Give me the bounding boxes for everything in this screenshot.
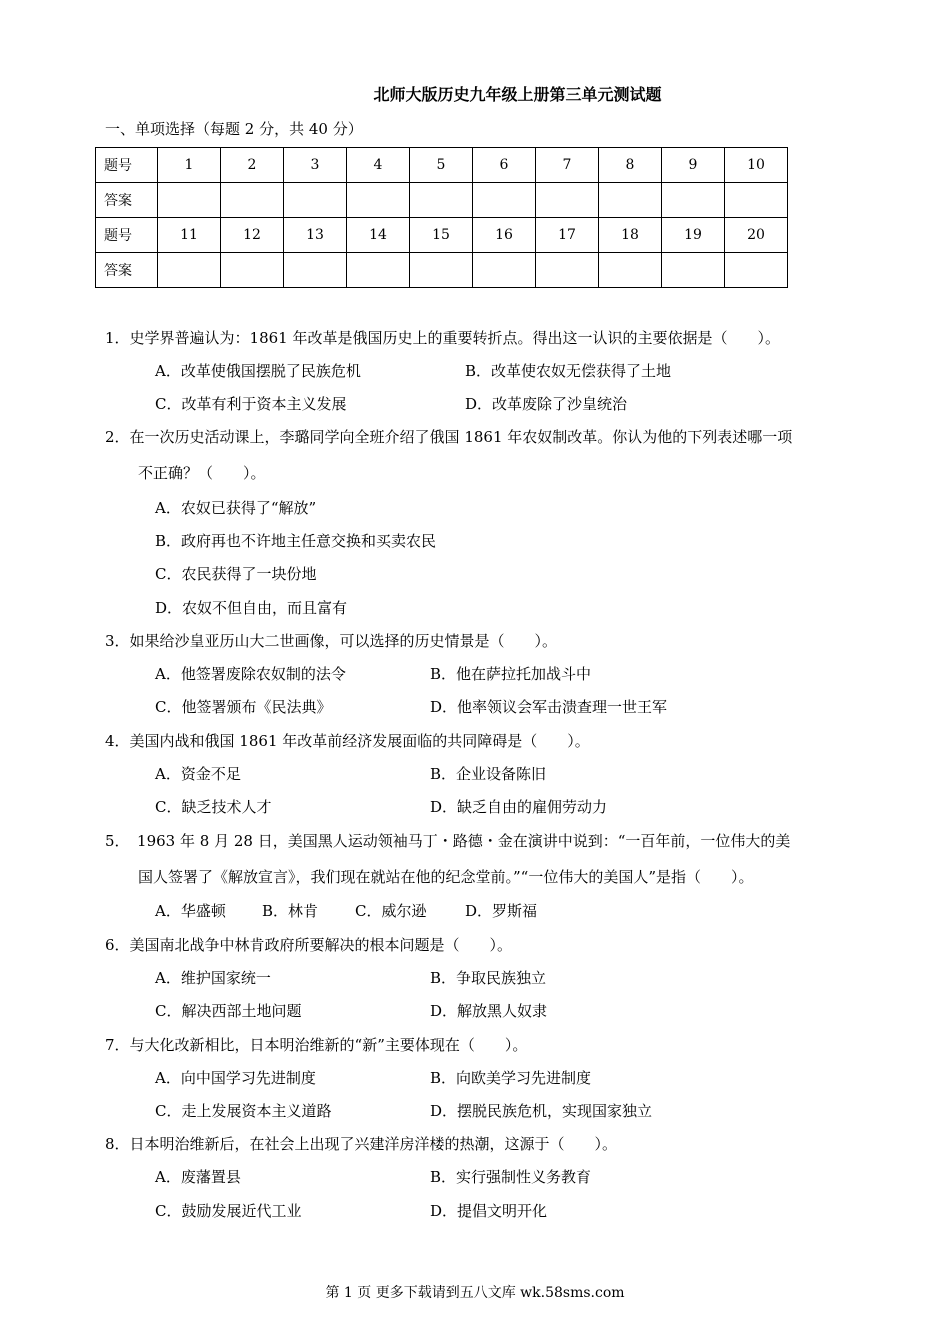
table-cell [473, 183, 536, 218]
table-cell [284, 253, 347, 288]
row-label: 题号 [96, 218, 158, 253]
q5-option-d: D．罗斯福 [465, 902, 538, 920]
q4-option-a: A．资金不足 [155, 765, 241, 783]
q1-option-c: C．改革有利于资本主义发展 [155, 395, 347, 413]
q3-option-b: B．他在萨拉托加战斗中 [430, 665, 592, 683]
q8-option-a: A．废藩置县 [155, 1168, 241, 1186]
q5-option-a: A．华盛顿 [155, 902, 226, 920]
q8-option-b: B．实行强制性义务教育 [430, 1168, 592, 1186]
table-cell: 15 [410, 218, 473, 253]
question-5: 5． 1963 年 8 月 28 日，美国黑人运动领袖马丁・路德・金在演讲中说到：“一百年前，一位伟大的美 [105, 832, 791, 850]
table-cell: 17 [536, 218, 599, 253]
question-3: 3．如果给沙皇亚历山大二世画像，可以选择的历史情景是（ ）。 [105, 632, 558, 650]
table-cell [473, 253, 536, 288]
question-2-cont: 不正确？（ ）。 [138, 464, 266, 482]
table-cell [347, 253, 410, 288]
q1-option-a: A．改革使俄国摆脱了民族危机 [155, 362, 361, 380]
table-cell: 6 [473, 148, 536, 183]
table-row [96, 253, 788, 288]
table-cell [599, 253, 662, 288]
q1-option-d: D．改革废除了沙皇统治 [465, 395, 628, 413]
q4-option-b: B．企业设备陈旧 [430, 765, 547, 783]
q7-option-c: C．走上发展资本主义道路 [155, 1102, 332, 1120]
table-cell [536, 253, 599, 288]
table-cell: 14 [347, 218, 410, 253]
q6-option-b: B．争取民族独立 [430, 969, 547, 987]
q4-option-c: C．缺乏技术人才 [155, 798, 272, 816]
table-cell: 9 [662, 148, 725, 183]
q8-option-d: D．提倡文明开化 [430, 1202, 548, 1220]
table-cell [536, 183, 599, 218]
q4-option-d: D．缺乏自由的雇佣劳动力 [430, 798, 608, 816]
question-1: 1．史学界普遍认为：1861 年改革是俄国历史上的重要转折点。得出这一认识的主要依据是（ ）。 [105, 329, 780, 347]
table-cell [347, 183, 410, 218]
table-cell: 8 [599, 148, 662, 183]
table-cell [662, 253, 725, 288]
table-cell: 2 [221, 148, 284, 183]
table-cell [221, 253, 284, 288]
table-cell [284, 183, 347, 218]
q5-option-b: B．林肯 [262, 902, 319, 920]
q3-option-d: D．他率领议会军击溃查理一世王军 [430, 698, 668, 716]
q6-option-d: D．解放黑人奴隶 [430, 1002, 548, 1020]
q3-option-a: A．他签署废除农奴制的法令 [155, 665, 346, 683]
table-cell [158, 183, 221, 218]
row-label: 题号 [96, 148, 158, 183]
table-cell [158, 253, 221, 288]
q8-option-c: C．鼓励发展近代工业 [155, 1202, 302, 1220]
q2-option-a: A．农奴已获得了“解放” [155, 499, 317, 517]
question-7: 7．与大化改新相比，日本明治维新的“新”主要体现在（ ）。 [105, 1036, 528, 1054]
table-cell [725, 253, 788, 288]
q3-option-c: C．他签署颁布《民法典》 [155, 698, 332, 716]
section-heading: 一、单项选择（每题 2 分，共 40 分） [105, 120, 363, 138]
row-label: 答案 [96, 183, 158, 218]
table-cell: 5 [410, 148, 473, 183]
table-cell: 12 [221, 218, 284, 253]
q7-option-a: A．向中国学习先进制度 [155, 1069, 316, 1087]
answer-table [95, 147, 788, 288]
page-footer: 第 1 页 更多下载请到五八文库 wk.58sms.com [325, 1285, 625, 1301]
question-6: 6．美国南北战争中林肯政府所要解决的根本问题是（ ）。 [105, 936, 513, 954]
table-cell: 4 [347, 148, 410, 183]
table-row [96, 183, 788, 218]
table-row [96, 148, 788, 183]
table-cell: 10 [725, 148, 788, 183]
table-cell: 20 [725, 218, 788, 253]
q2-option-d: D．农奴不但自由，而且富有 [155, 599, 348, 617]
table-row [96, 218, 788, 253]
table-cell: 7 [536, 148, 599, 183]
table-cell [599, 183, 662, 218]
page-title: 北师大版历史九年级上册第三单元测试题 [373, 85, 662, 104]
table-cell: 3 [284, 148, 347, 183]
table-cell: 13 [284, 218, 347, 253]
q5-option-c: C．威尔逊 [355, 902, 427, 920]
table-cell: 11 [158, 218, 221, 253]
table-cell: 18 [599, 218, 662, 253]
table-cell [725, 183, 788, 218]
table-cell: 19 [662, 218, 725, 253]
q2-option-b: B．政府再也不许地主任意交换和买卖农民 [155, 532, 437, 550]
q6-option-a: A．维护国家统一 [155, 969, 271, 987]
question-2: 2．在一次历史活动课上，李璐同学向全班介绍了俄国 1861 年农奴制改革。你认为他的下列表述哪一项 [105, 428, 793, 446]
question-4: 4．美国内战和俄国 1861 年改革前经济发展面临的共同障碍是（ ）。 [105, 732, 590, 750]
table-cell [221, 183, 284, 218]
table-cell: 1 [158, 148, 221, 183]
table-cell [410, 253, 473, 288]
question-5-cont: 国人签署了《解放宣言》，我们现在就站在他的纪念堂前。”“一位伟大的美国人”是指（ ）。 [138, 868, 754, 886]
table-cell: 16 [473, 218, 536, 253]
q7-option-b: B．向欧美学习先进制度 [430, 1069, 592, 1087]
table-cell [662, 183, 725, 218]
question-8: 8．日本明治维新后，在社会上出现了兴建洋房洋楼的热潮，这源于（ ）。 [105, 1135, 618, 1153]
q6-option-c: C．解决西部土地问题 [155, 1002, 302, 1020]
q2-option-c: C．农民获得了一块份地 [155, 565, 317, 583]
q7-option-d: D．摆脱民族危机，实现国家独立 [430, 1102, 653, 1120]
q1-option-b: B．改革使农奴无偿获得了土地 [465, 362, 672, 380]
table-cell [410, 183, 473, 218]
row-label: 答案 [96, 253, 158, 288]
